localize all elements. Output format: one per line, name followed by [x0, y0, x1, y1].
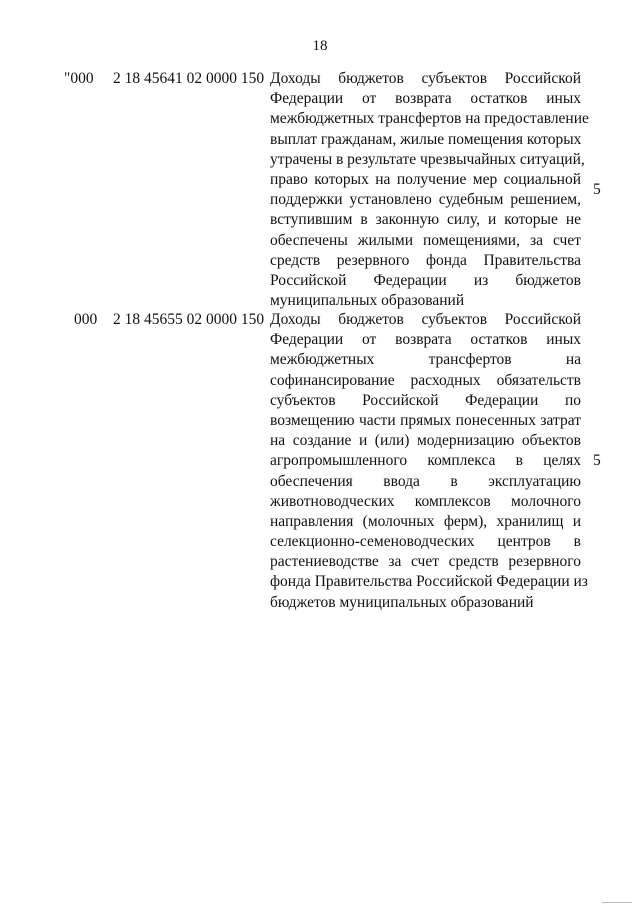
description-line: фонда Правительства Российской Федерации из [270, 573, 588, 591]
description-line: субъектов Российской Федерации по [270, 391, 581, 409]
income-description [270, 69, 589, 311]
description-line: Российской Федерации из бюджетов [270, 271, 581, 289]
description-line: направления (молочных ферм), хранилищ и [270, 512, 581, 530]
description-line: межбюджетных трансфертов на [270, 351, 581, 369]
description-line: растениеводстве за счет средств резервного [270, 553, 581, 571]
amount-value: 5 [593, 452, 601, 469]
description-line: право которых на получение мер социальной [270, 170, 581, 188]
description-line: обеспечены жилыми помещениями, за счет [270, 231, 581, 249]
description-line: межбюджетных трансфертов на предоставление [270, 110, 589, 128]
page-number: 18 [312, 38, 328, 54]
description-line: софинансирование расходных обязательств [270, 371, 581, 389]
scan-edge-mark [602, 902, 632, 903]
description-line: агропромышленного комплекса в целях [270, 452, 581, 470]
description-line: поддержки установлено судебным решением, [270, 191, 581, 209]
description-line: Федерации от возврата остатков иных [270, 90, 581, 108]
description-line: Доходы бюджетов субъектов Российской [270, 70, 581, 87]
income-description [270, 310, 588, 613]
description-line: выплат гражданам, жилые помещения которых [270, 130, 582, 148]
description-line: Федерации от возврата остатков иных [270, 331, 581, 349]
amount-value: 5 [593, 181, 601, 198]
description-line: Доходы бюджетов субъектов Российской [270, 311, 581, 328]
description-line: обеспечения ввода в эксплуатацию [270, 472, 581, 490]
budget-classification-code: 2 18 45641 02 0000 150 [113, 70, 265, 87]
description-line: на создание и (или) модернизацию объектов [270, 432, 581, 450]
description-line: утрачены в результате чрезвычайных ситуаций, [270, 150, 585, 168]
description-line: возмещению части прямых понесенных затрат [270, 411, 581, 429]
description-line: бюджетов муниципальных образований [270, 593, 534, 611]
administrator-code: 000 [74, 311, 98, 328]
description-line: животноводческих комплексов молочного [270, 492, 581, 510]
budget-classification-code: 2 18 45655 02 0000 150 [113, 311, 265, 328]
administrator-code: "000 [64, 70, 94, 87]
description-line: муниципальных образований [270, 292, 465, 310]
description-line: селекционно-семеноводческих центров в [270, 533, 581, 551]
description-line: вступившим в законную силу, и которые не [270, 211, 581, 229]
description-line: средств резервного фонда Правительства [270, 251, 581, 269]
